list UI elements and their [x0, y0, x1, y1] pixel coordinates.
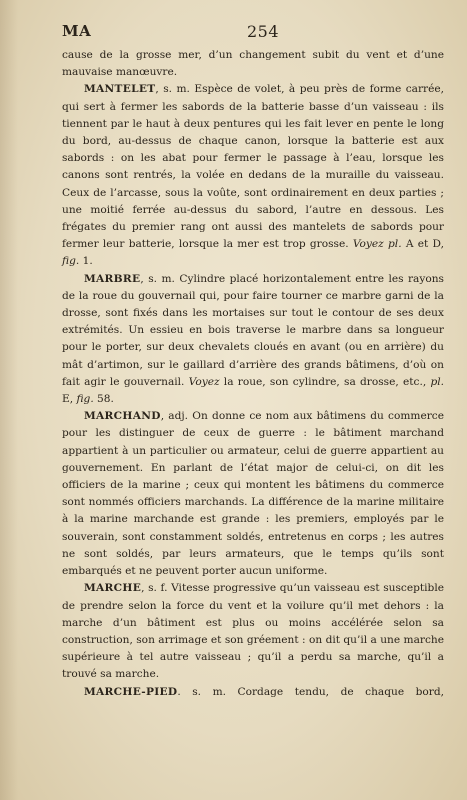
running-head: MA [62, 22, 92, 40]
headword: MARCHE-PIED [84, 685, 178, 698]
reference-detail: la roue, son cylindre, sa drosse, etc., [219, 375, 431, 388]
entry-body: , s. m. Cylindre placé horizontalement entre les rayons de la roue du gouvernail qui, pour faire tourner ce marbre garni de la drosse, sont fixés dans les mortaises sur tout le contour de ses deux extrémités. Un essieu en bois traverse le marbre dans sa longueur pour le porter, sur deux chevalets cloués en avant (ou en arrière) du mât d’artimon, sur le gaillard d’arrière des grands bâtimens, d’où on fait agir le gouvernail. [62, 272, 444, 388]
figure-number: 58. [93, 393, 114, 406]
headword: MARCHAND [84, 410, 161, 423]
page-number: 254 [247, 22, 280, 41]
reference-detail: A et D, [401, 238, 444, 251]
figure-label: fig. [62, 255, 80, 268]
entry-marchand [62, 408, 444, 580]
cross-reference: Voyez pl. [352, 238, 402, 251]
dictionary-text [62, 47, 444, 701]
plate-number: E, [62, 393, 77, 406]
entry-body: , s. f. Vitesse progressive qu’un vaisseau est susceptible de prendre selon la force du vent et la voilure qu’il met dehors : la marche d’un bâtiment est plus ou moins accélérée selon sa construction, son arrimage et son gréement : on dit qu’il a une marche supérieure à tel autre vaisseau ; qu’il a perdu sa marche, qu’il a trouvé sa marche. [62, 582, 444, 681]
headword: MARBRE [84, 272, 141, 285]
entry-body: , s. m. Espèce de volet, à peu près de forme carrée, qui sert à fermer les sabords de la batterie basse d’un vaisseau : ils tiennent par le haut à deux pentures qui les fait lever en pente le long du bord, au-dessus de chaque canon, lorsque la batterie est aux sabords : on les abat pour fermer le passage à l’eau, lorsque les canons sont rentrés, la volée en dedans de la muraille du vaisseau. Ceux de l’arcasse, sous la voûte, sont ordinairement en deux parties ; une moitié ferrée au-dessus du sabord, l’autre en dessous. Les frégates du premier rang ont aussi des mantelets de sabords pour fermer leur batterie, lorsque la mer est trop grosse. [62, 83, 444, 251]
page-header [62, 22, 449, 44]
cross-reference: Voyez [188, 375, 220, 388]
headword: MANTELET [84, 83, 156, 96]
entry-body: , adj. On donne ce nom aux bâtimens du commerce pour les distinguer de ceux de guerre : le bâtiment marchand appartient à un particulier ou armateur, celui de guerre appartient au gouvernement. En parlant de l’état major de celui-ci, on dit les officiers de la marine ; ceux qui montent les bâtimens du commerce sont nommés officiers marchands. La différence de la marine militaire à la marine marchande est grande : les premiers, employés par le souverain, sont constamment soldés, entretenus en corps ; les autres ne sont soldés, par leurs armateurs, que le temps qu’ils sont embarqués et ne peuvent porter aucun uniforme. [62, 410, 444, 578]
continuation-text: cause de la grosse mer, d’un changement subit du vent et d’une mauvaise manœuvre. [62, 49, 444, 79]
entry-marbre [62, 271, 444, 409]
figure-number: 1. [79, 255, 93, 268]
entry-marche-pied [62, 684, 444, 701]
entry-body: . s. m. Cordage tendu, de chaque bord, [177, 685, 444, 698]
entry-marche [62, 580, 444, 683]
plate-label: pl. [430, 375, 444, 388]
headword: MARCHE [84, 582, 142, 595]
entry-mantelet [62, 81, 444, 270]
continuation-paragraph [62, 47, 444, 81]
figure-label: fig. [76, 393, 94, 406]
